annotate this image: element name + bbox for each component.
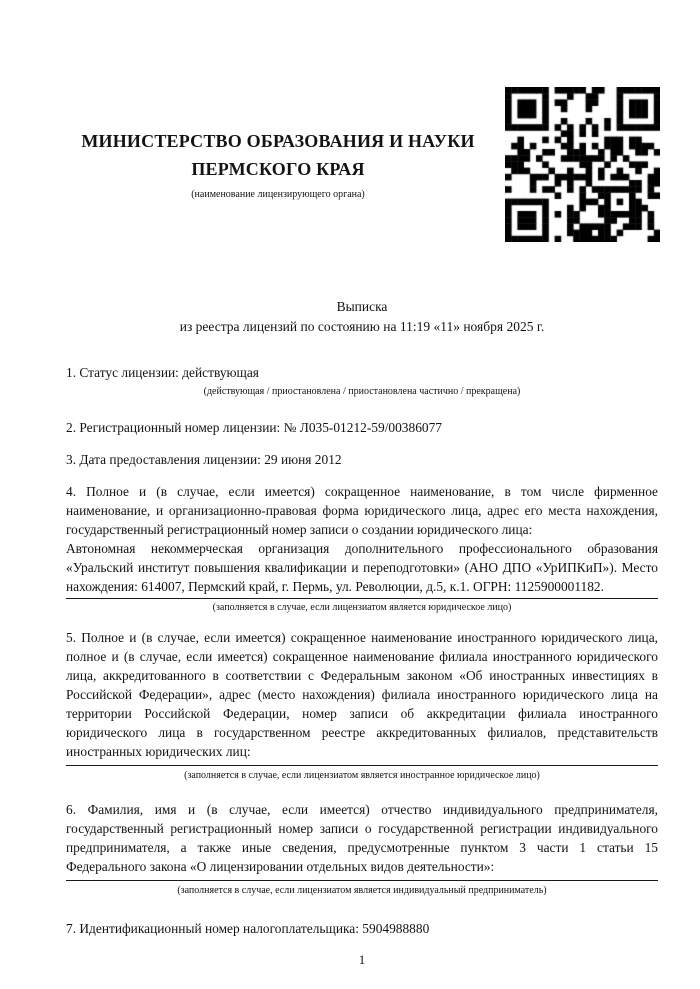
licensing-authority-header: [66, 127, 490, 201]
foreign-entity-field-line: [66, 765, 658, 766]
license-status-item: 1. Статус лицензии: действующая: [66, 365, 259, 380]
taxpayer-id-item: 7. Идентификационный номер налогоплательщика: 5904988880: [66, 921, 430, 936]
document-title: Выписка: [336, 299, 388, 314]
legal-entity-item-value: Автономная некоммерческая организация дополнительного профессионального образования «Уральский институт повышения квалификации и переподготовки» (АНО ДПО «УрИПКиП»). Место нахождения: 614007, Пермский край, г. Пермь, ул. Революции, д.5, к.1. ОГРН: 1125900001182.: [66, 541, 658, 594]
foreign-entity-note: (заполняется в случае, если лицензиатом является иностранное юридическое лицо): [184, 770, 540, 781]
license-status-note: (действующая / приостановлена / приостановлена частично / прекращена): [203, 386, 521, 397]
document-title-block: [66, 297, 658, 337]
ministry-caption: (наименование лицензирующего органа): [191, 189, 365, 200]
document-subtitle: из реестра лицензий по состоянию на 11:19 «11» ноября 2025 г.: [179, 319, 545, 334]
foreign-entity-item: [66, 628, 658, 782]
foreign-entity-item-label: 5. Полное и (в случае, если имеется) сокращенное наименование иностранного юридического лица, полное и (в случае, если имеется) сокращенное наименование филиала иностранного юридического лица, аккредитованного в соответствии с Федеральным законом «Об иностранных инвестициях в Российской Федерации», адрес (место нахождения) филиала иностранного юридического лица на территории Российской Федерации, номер записи об аккредитации филиала иностранного юридического лица в государственном реестре аккредитованных филиалов, представительств иностранных юридических лиц:: [66, 630, 658, 759]
individual-entrepreneur-note: (заполняется в случае, если лицензиатом является индивидуальный предприниматель): [177, 885, 547, 896]
individual-entrepreneur-item: [66, 800, 658, 897]
individual-entrepreneur-field-line: [66, 880, 658, 881]
qr-code: [505, 87, 660, 242]
ministry-name: МИНИСТЕРСТВО ОБРАЗОВАНИЯ И НАУКИ ПЕРМСКОГО КРАЯ: [81, 131, 475, 179]
registration-number-item: 2. Регистрационный номер лицензии: № Л035-01212-59/00386077: [66, 420, 442, 435]
page-number: 1: [358, 952, 366, 967]
legal-entity-item: [66, 482, 658, 614]
legal-entity-item-label: 4. Полное и (в случае, если имеется) сокращенное наименование, в том числе фирменное наименование, и организационно-правовая форма юридического лица, адрес его места нахождения, государственный регистрационный номер записи о создании юридического лица:: [66, 484, 658, 537]
individual-entrepreneur-item-label: 6. Фамилия, имя и (в случае, если имеется) отчество индивидуального предпринимателя, государственный регистрационный номер записи о государственной регистрации индивидуального предпринимателя, а также иные сведения, предусмотренные пунктом 3 части 1 статьи 15 Федерального закона «О лицензировании отдельных видов деятельности»:: [66, 802, 658, 874]
legal-entity-note: (заполняется в случае, если лицензиатом является юридическое лицо): [212, 602, 512, 613]
license-grant-date-item: 3. Дата предоставления лицензии: 29 июня 2012: [66, 452, 342, 467]
legal-entity-field-line: [66, 598, 658, 599]
